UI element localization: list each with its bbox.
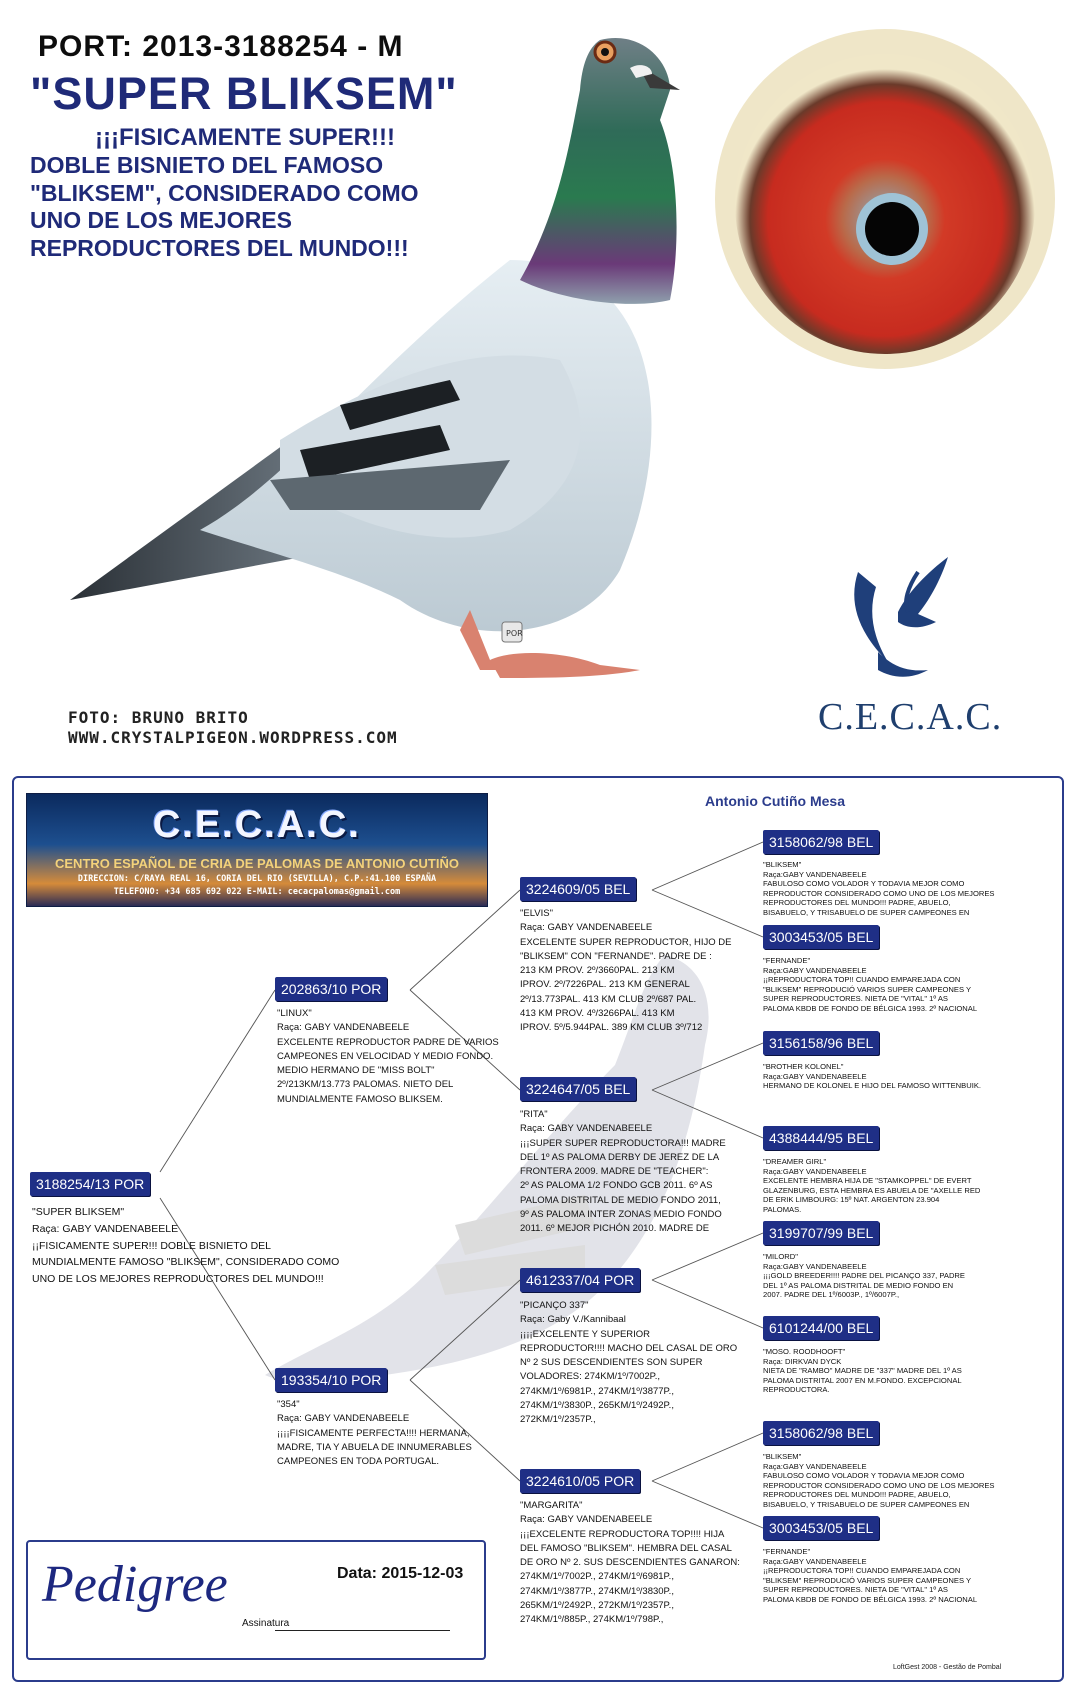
sire-ring: 202863/10 POR [275,977,387,1001]
dam-info: "354" Raça: GABY VANDENABEELE ¡¡¡¡FISICAMENTE PERFECTA!!!! HERMANA, MADRE, TIA Y ABUELA DE INNUMERABLES CAMPEONES EN TODA PORTUGAL. [277,1399,472,1468]
ring-number: PORT: 2013-3188254 - M [38,30,404,63]
granddam-paternal-ring: 3224647/05 BEL [520,1077,636,1101]
ggp-8-info: "FERNANDE" Raça:GABY VANDENABEELE ¡¡REPRODUCTORA TOP!! CUANDO EMPAREJADA CON "BLIKSEM" REPRODUCIÓ VARIOS SUPER CAMPEONES Y SUPER REPRODUCTORES. NIETA DE "VITAL" 1º AS PALOMA KBDB DE FONDO DE BÉLGICA 1993. 2º NACIONAL [763,1547,978,1604]
banner-subtitle: CENTRO ESPAÑOL DE CRIA DE PALOMAS DE ANTONIO CUTIÑO [55,856,459,871]
grandsire-paternal-ring: 3224609/05 BEL [520,877,636,901]
owner-name: Antonio Cutiño Mesa [705,793,845,809]
pigeon-name: "SUPER BLIKSEM" [30,68,458,119]
subject-info: "SUPER BLIKSEM" Raça: GABY VANDENABEELE ¡¡FISICAMENTE SUPER!!! DOBLE BISNIETO DEL MUNDIALMENTE FAMOSO "BLIKSEM", CONSIDERADO COMO UNO DE LOS MEJORES REPRODUCTORES DEL MUNDO!!! [32,1206,340,1286]
poster-description-line: DOBLE BISNIETO DEL FAMOSO [30,152,384,178]
poster-subtitle: ¡¡¡FISICAMENTE SUPER!!! [95,124,395,151]
grandsire-maternal-info: "PICANÇO 337" Raça: Gaby V./Kannibaal ¡¡¡¡EXCELENTE Y SUPERIOR REPRODUCTOR!!!! MACHO DEL CASAL DE ORO Nº 2 SUS DESCENDIENTES SON SUPER VOLADORES: 274KM/1º/7002P., 274KM/1º/6981P., 274KM/1º/3877P., 274KM/1º/3830P., 265KM/1º/2492P., 272KM/1º/2357P., [520,1300,738,1426]
granddam-maternal-info: "MARGARITA" Raça: GABY VANDENABEELE ¡¡¡EXCELENTE REPRODUCTORA TOP!!!! HIJA DEL FAMOSO "BLIKSEM". HEMBRA DEL CASAL DE ORO Nº 2. SUS DESCENDIENTES GANARON: 274KM/1º/7002P., 274KM/1º/6981P., 274KM/1º/3877P., 274KM/1º/3830P., 265KM/1º/2492P., 272KM/1º/2357P., 274KM/1º/885P., 274KM/1º/798P., [520,1500,740,1626]
sire-info: "LINUX" Raça: GABY VANDENABEELE EXCELENTE REPRODUCTOR PADRE DE VARIOS CAMPEONES EN VELOCIDAD Y MEDIO FONDO. MEDIO HERMANO DE "MISS BOLT" 2º/213KM/13.773 PALOMAS. NIETO DEL MUNDIALMENTE FAMOSO BLIKSEM. [277,1008,499,1105]
ggp-4-info: "DREAMER GIRL" Raça:GABY VANDENABEELE EXCELENTE HEMBRA HIJA DE "STAMKOPPEL" DE EVERT GLAZENBURG, ESTA HEMBRA ES ABUELA DE "AXELLE RED DE ERIK LIMBOURG: 15º NAT. ARGENTON 23.904 PALOMAS. [763,1157,981,1214]
granddam-maternal-ring: 3224610/05 POR [520,1469,640,1493]
poster-description-line: REPRODUCTORES DEL MUNDO!!! [30,235,409,261]
ggp-5-info: "MILORD" Raça:GABY VANDENABEELE ¡¡¡GOLD BREEDER!!!! PADRE DEL PICANÇO 337, PADRE DEL 1º AS PALOMA DISTRITAL DE MEDIO FONDO EN 2007. PADRE DEL 1º/6003P., 1º/6007P., [763,1252,965,1300]
software-credit: LoftGest 2008 - Gestão de Pombal [893,1664,1002,1671]
leg-band-text: POR [506,629,523,638]
cecac-logo-text: C.E.C.A.C. [818,696,1003,738]
ggp-1-ring: 3158062/98 BEL [763,830,879,854]
poster-description-line: "BLIKSEM", CONSIDERADO COMO [30,180,419,206]
pedigree-date: Data: 2015-12-03 [337,1565,464,1582]
photo-url: WWW.CRYSTALPIGEON.WORDPRESS.COM [68,728,398,747]
ggp-6-ring: 6101244/00 BEL [763,1316,879,1340]
ggp-7-ring: 3158062/98 BEL [763,1421,879,1445]
grandsire-paternal-info: "ELVIS" Raça: GABY VANDENABEELE EXCELENTE SUPER REPRODUCTOR, HIJO DE "BLIKSEM" CON "FERNANDE". PADRE DE : 213 KM PROV. 2º/3660PAL. 213 KM IPROV. 2º/7226PAL. 213 KM GENERAL 2º/13.773PAL. 413 KM CLUB 2º/687 PAL. 413 KM PROV. 4º/3266PAL. 413 KM IPROV. 5º/5.944PAL. 389 KM CLUB 3º/712 [520,908,732,1034]
grandsire-maternal-ring: 4612337/04 POR [520,1268,640,1292]
ggp-3-ring: 3156158/96 BEL [763,1031,879,1055]
banner-title: C.E.C.A.C. [153,804,361,846]
banner-contact: TELEFONO: +34 685 692 022 E-MAIL: cecacpalomas@gmail.com [113,887,401,897]
ggp-4-ring: 4388444/95 BEL [763,1126,879,1150]
subject-ring: 3188254/13 POR [30,1172,150,1196]
ggp-7-info: "BLIKSEM" Raça:GABY VANDENABEELE FABULOSO COMO VOLADOR Y TODAVIA MEJOR COMO REPRODUCTOR CONSIDERADO COMO UNO DE LOS MEJORES REPRODUCTORES DEL MUNDO!!! PADRE, ABUELO, BISABUELO, Y TRISABUELO DE SUPER CAMPEONES EN [763,1452,995,1509]
ggp-2-ring: 3003453/05 BEL [763,925,879,949]
signature-label: Assinatura [242,1618,290,1629]
signature-line [275,1630,450,1631]
poster-description-line: UNO DE LOS MEJORES [30,207,292,233]
ggp-1-info: "BLIKSEM" Raça:GABY VANDENABEELE FABULOSO COMO VOLADOR Y TODAVIA MEJOR COMO REPRODUCTOR CONSIDERADO COMO UNO DE LOS MEJORES REPRODUCTORES DEL MUNDO!!! PADRE, ABUELO, BISABUELO, Y TRISABUELO DE SUPER CAMPEONES EN [763,860,995,917]
pedigree-logo: Pedigree [42,1556,228,1613]
ggp-3-info: "BROTHER KOLONEL" Raça:GABY VANDENABEELE HERMANO DE KOLONEL E HIJO DEL FAMOSO WITTENBUIK. [763,1062,982,1091]
banner-address: DIRECCION: C/RAYA REAL 16, CORIA DEL RIO (SEVILLA), C.P.:41.100 ESPAÑA [77,874,437,884]
photo-credit: FOTO: BRUNO BRITO [68,708,249,727]
cecac-banner [26,793,488,907]
ggp-6-info: "MOSO. ROODHOOFT" Raça: DIRKVAN DYCK NIETA DE "RAMBO" MADRE DE "337" MADRE DEL 1º AS PALOMA DISTRITAL 2007 EN M.FONDO. EXCEPCIONAL REPRODUCTORA. [763,1347,962,1395]
ggp-2-info: "FERNANDE" Raça:GABY VANDENABEELE ¡¡REPRODUCTORA TOP!! CUANDO EMPAREJADA CON "BLIKSEM" REPRODUCIÓ VARIOS SUPER CAMPEONES Y SUPER REPRODUCTORES. NIETA DE "VITAL" 1º AS PALOMA KBDB DE FONDO DE BÉLGICA 1993. 2º NACIONAL [763,956,978,1013]
ggp-5-ring: 3199707/99 BEL [763,1221,879,1245]
dam-ring: 193354/10 POR [275,1368,387,1392]
ggp-8-ring: 3003453/05 BEL [763,1516,879,1540]
granddam-paternal-info: "RITA" Raça: GABY VANDENABEELE ¡¡¡SUPER SUPER REPRODUCTORA!!! MADRE DEL 1º AS PALOMA DERBY DE JEREZ DE LA FRONTERA 2009. MADRE DE "TEACHER": 2º AS PALOMA 1/2 FONDO GCB 2011. 6º AS PALOMA DISTRITAL DE MEDIO FONDO 2011, 9º AS PALOMA INTER ZONAS MEDIO FONDO 2011. 6º MEJOR PICHÓN 2010. MADRE DE [520,1109,726,1235]
